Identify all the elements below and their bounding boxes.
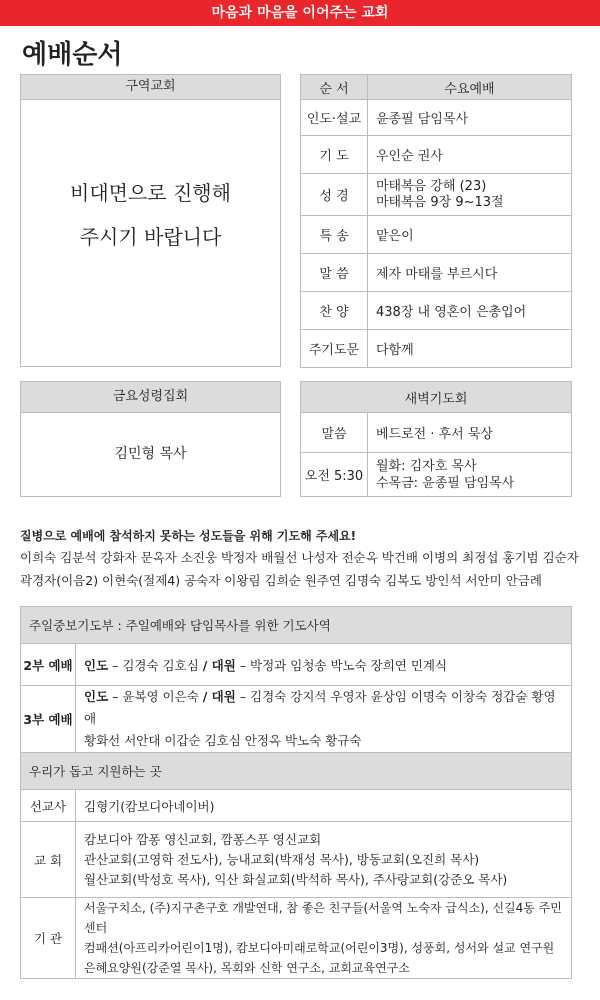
district-notice-line1: 비대면으로 진행해 — [70, 181, 231, 205]
support-line: 관산교회(고영학 전도사), 능내교회(박재성 목사), 방동교회(오진희 목사) — [84, 851, 480, 867]
row-value: 맡은이 — [368, 216, 572, 254]
member-label: / 대원 — [202, 689, 236, 704]
service-label: 3부 예배 — [21, 686, 76, 753]
prayer-request-title: 질병으로 예배에 참석하지 못하는 성도들을 위해 기도해 주세요! — [20, 529, 357, 543]
dawn-prayer-table — [300, 381, 572, 497]
support-line: 은혜요양원(강준열 목사), 목회와 신학 연구소, 교회교육연구소 — [84, 961, 410, 975]
row-label: 오전 5:30 — [301, 453, 368, 497]
support-label: 교 회 — [21, 822, 76, 898]
dawn-leader-line2: 수목금: 윤종필 담임목사 — [376, 475, 515, 491]
row-value: 윤종필 담임목사 — [368, 100, 572, 136]
friday-leader: 김민형 목사 — [114, 446, 187, 462]
wednesday-service-header: 수요예배 — [368, 75, 572, 100]
member-names-line2: 황화선 서안대 이갑순 김호심 안정옥 박노숙 황규숙 — [84, 733, 362, 748]
support-value — [76, 822, 572, 898]
page-title: 예배순서 — [22, 40, 123, 70]
prayer-names-line2: 곽경자(이음2) 이현숙(절제4) 공숙자 이왕림 김희순 원주연 김명숙 김복도 방인석 서안미 안금례 — [20, 573, 542, 588]
support-value: 김형기(캄보디아네이버) — [76, 790, 572, 822]
order-column-header: 순 서 — [301, 75, 368, 100]
row-value: 베드로전 · 후서 묵상 — [368, 413, 572, 453]
row-value: 우인순 권사 — [368, 136, 572, 174]
support-label: 기 관 — [21, 898, 76, 979]
member-names: – 김경숙 강지석 우영자 윤상임 이명숙 이창숙 정갑술 황영애 — [84, 689, 556, 726]
support-line: 캄보디아 깜퐁 영신교회, 깜퐁스푸 영신교회 — [84, 831, 322, 847]
intercession-header: 주일중보기도부 : 주일예배와 담임목사를 위한 기도사역 — [21, 607, 572, 644]
dawn-prayer-header: 새벽기도회 — [301, 382, 572, 413]
district-notice-line2: 주시기 바랍니다 — [79, 225, 222, 249]
row-label: 특 송 — [301, 216, 368, 254]
friday-meeting-header: 금요성령집회 — [21, 382, 280, 413]
member-names: – 박정과 임청송 박노숙 장희연 민계식 — [235, 657, 448, 673]
leader-names: – 김경숙 김호심 — [108, 657, 203, 673]
row-label: 말씀 — [301, 413, 368, 453]
support-label: 선교사 — [21, 790, 76, 822]
row-value — [368, 174, 572, 216]
row-value: 제자 마태를 부르시다 — [368, 254, 572, 292]
scripture-line1: 마태복음 강해 (23) — [376, 178, 487, 194]
church-slogan-banner: 마음과 마음을 이어주는 교회 — [0, 0, 600, 26]
intercession-support-table — [20, 606, 572, 979]
row-value: 438장 내 영혼이 은총입어 — [368, 292, 572, 330]
row-label: 인도·설교 — [301, 100, 368, 136]
row-label: 주기도문 — [301, 330, 368, 368]
row-label: 기 도 — [301, 136, 368, 174]
row-value: 다함께 — [368, 330, 572, 368]
prayer-request-names — [20, 546, 585, 592]
row-label: 말 씀 — [301, 254, 368, 292]
scripture-line2: 마태복음 9장 9~13절 — [376, 194, 504, 210]
leader-names: – 윤복영 이은숙 — [108, 689, 203, 704]
row-value — [368, 453, 572, 497]
wednesday-service-table — [300, 74, 572, 368]
support-line: 월산교회(박성호 목사), 익산 화실교회(박석하 목사), 주사랑교회(강준오 목사) — [84, 871, 508, 887]
support-value — [76, 898, 572, 979]
service-members — [76, 644, 572, 686]
friday-meeting-box — [20, 381, 281, 497]
support-line: 컴패션(아프리카어린이1명), 캄보디아미래로학교(어린이3명), 성풍회, 성서와 설교 연구원 — [84, 941, 555, 955]
row-label: 찬 양 — [301, 292, 368, 330]
district-church-box — [20, 74, 281, 367]
row-label: 성 경 — [301, 174, 368, 216]
leader-label: 인도 — [84, 657, 109, 673]
service-label: 2부 예배 — [21, 644, 76, 686]
dawn-leader-line1: 월화: 김자호 목사 — [376, 458, 477, 474]
service-members — [76, 686, 572, 753]
support-header: 우리가 돕고 지원하는 곳 — [21, 753, 572, 790]
member-label: / 대원 — [202, 657, 236, 673]
district-church-header: 구역교회 — [21, 75, 280, 100]
prayer-names-line1: 이희숙 김분석 강화자 문옥자 소진웅 박정자 배월선 나성자 전순옥 박건배 이병의 최정섭 홍기범 김순자 — [20, 550, 579, 565]
support-line: 서울구치소, (주)지구촌구호 개발연대, 참 좋은 친구들(서울역 노숙자 급식소), 신길4동 주민센터 — [84, 901, 562, 935]
leader-label: 인도 — [84, 689, 109, 704]
